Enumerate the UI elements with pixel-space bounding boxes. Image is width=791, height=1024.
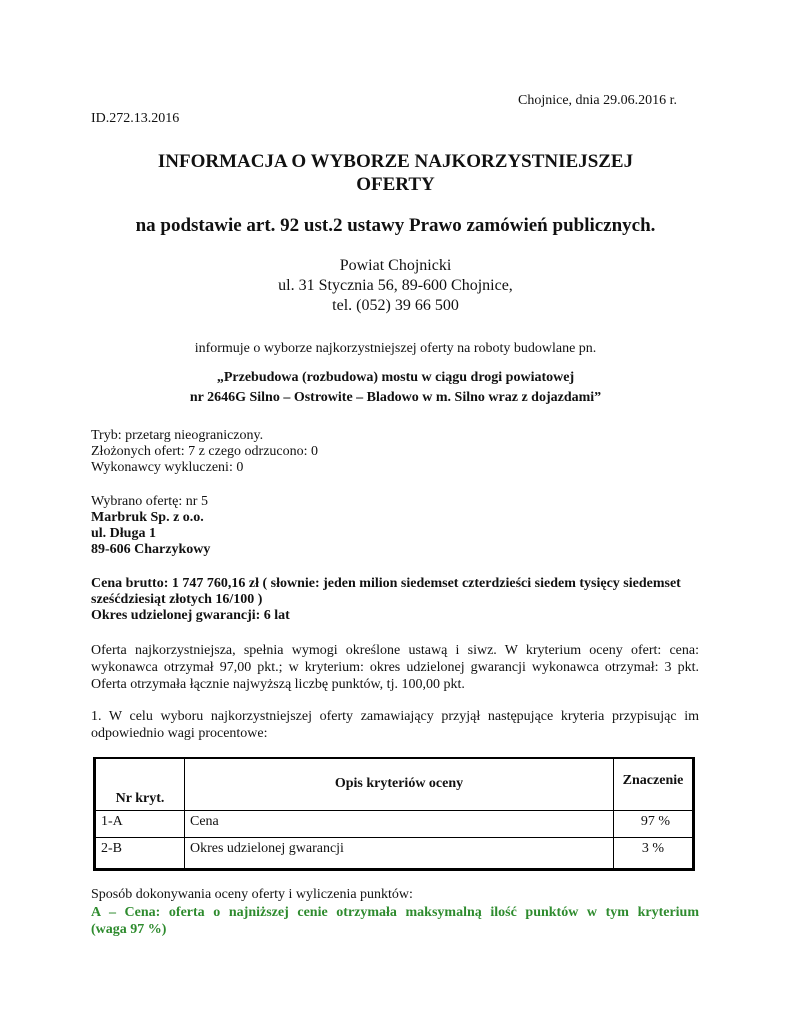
summary-block: [91, 642, 699, 693]
price-line-2: sześćdziesiąt złotych 16/100 ): [91, 592, 263, 607]
table-header-row: [95, 758, 694, 810]
issuer-block: [0, 256, 791, 316]
header-description: Opis kryteriów oceny: [185, 758, 614, 810]
summary-line-3: Oferta otrzymała łącznie najwyższą liczbę punktów, tj. 100,00 pkt.: [91, 677, 465, 692]
row-1-nr: 1-A: [95, 810, 185, 837]
procedure-mode: Tryb: przetarg nieograniczony.: [91, 428, 264, 443]
summary-line-2: wykonawca otrzymał 97,00 pkt.; w kryterium: okres udzielonej gwarancji wykonawca otrzymał: 3 pkt.: [91, 660, 699, 675]
header-nr: Nr kryt.: [95, 758, 185, 810]
row-2-nr: 2-B: [95, 837, 185, 869]
project-name: [0, 368, 791, 408]
excluded-count: Wykonawcy wykluczeni: 0: [91, 460, 244, 475]
criteria-table: [93, 757, 695, 871]
page-title: [0, 150, 791, 196]
issuer-phone: tel. (052) 39 66 500: [332, 297, 459, 314]
row-2-description: Okres udzielonej gwarancji: [185, 837, 614, 869]
procedure-info: [91, 428, 318, 476]
scoring-heading: Sposób dokonywania oceny oferty i wyliczenia punktów:: [91, 887, 413, 902]
scoring-line-1: A – Cena: oferta o najniższej cenie otrzymała maksymalną ilość punktów w tym kryterium: [91, 905, 699, 920]
issuer-name: Powiat Chojnicki: [339, 257, 452, 274]
warranty-period: Okres udzielonej gwarancji: 6 lat: [91, 608, 290, 623]
place-date: Chojnice, dnia 29.06.2016 r.: [518, 93, 678, 108]
intro-text: informuje o wyborze najkorzystniejszej oferty na roboty budowlane pn.: [194, 341, 597, 356]
criteria-intro-line-2: odpowiednio wagi procentowe:: [91, 726, 268, 741]
offers-count: Złożonych ofert: 7 z czego odrzucono: 0: [91, 444, 319, 459]
project-line-2: nr 2646G Silno – Ostrowite – Bladowo w m. Silno wraz z dojazdami”: [189, 390, 602, 405]
winner-company: Marbruk Sp. z o.o.: [91, 510, 204, 525]
title-line-2: OFERTY: [356, 174, 435, 195]
winner-street: ul. Długa 1: [91, 526, 156, 541]
scoring-criterion-a: [91, 904, 699, 938]
issuer-address: ul. 31 Stycznia 56, 89-600 Chojnice,: [278, 277, 513, 294]
header-weight: Znaczenie: [614, 758, 694, 810]
table-row: [95, 810, 694, 837]
scoring-line-2: (waga 97 %): [91, 922, 167, 937]
criteria-intro-line-1: 1. W celu wyboru najkorzystniejszej oferty zamawiający przyjął następujące kryteria przypisując im: [91, 709, 699, 724]
page-subtitle: na podstawie art. 92 ust.2 ustawy Prawo zamówień publicznych.: [135, 215, 656, 236]
project-line-1: „Przebudowa (rozbudowa) mostu w ciągu drogi powiatowej: [216, 370, 575, 385]
title-line-1: INFORMACJA O WYBORZE NAJKORZYSTNIEJSZEJ: [157, 151, 634, 172]
winner-block: [91, 494, 210, 558]
row-1-weight: 97 %: [614, 810, 694, 837]
row-2-weight: 3 %: [614, 837, 694, 869]
winner-city: 89-606 Charzykowy: [91, 542, 211, 557]
price-line-1: Cena brutto: 1 747 760,16 zł ( słownie: jeden milion siedemset czterdzieści siedem tysięcy siedemset: [91, 576, 681, 591]
table-row: [95, 837, 694, 869]
criteria-intro: [91, 708, 699, 742]
row-1-description: Cena: [185, 810, 614, 837]
selected-offer: Wybrano ofertę: nr 5: [91, 494, 208, 509]
reference-id: ID.272.13.2016: [91, 111, 180, 126]
summary-line-1: Oferta najkorzystniejsza, spełnia wymogi określone ustawą i siwz. W kryterium oceny ofert: cena:: [91, 643, 699, 658]
price-block: [91, 576, 706, 624]
